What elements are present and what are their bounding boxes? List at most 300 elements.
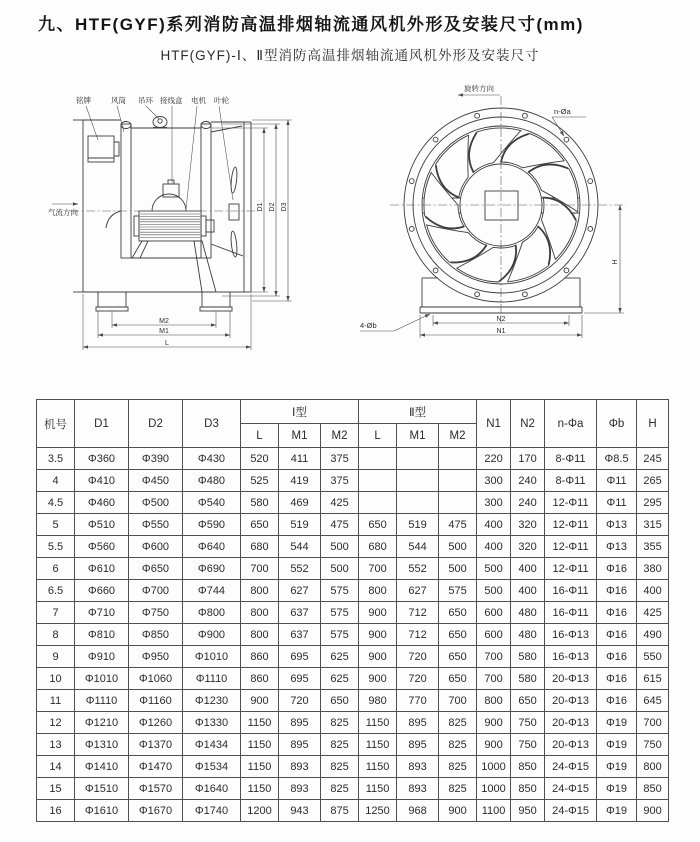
table-cell: 900	[359, 602, 397, 624]
table-row	[37, 492, 669, 514]
table-cell: 10	[37, 668, 75, 690]
table-cell: 700	[637, 712, 669, 734]
table-cell: Φ19	[597, 756, 637, 778]
table-cell: 800	[241, 602, 279, 624]
table-cell: 8-Φ11	[545, 448, 597, 470]
header-d1: D1	[75, 400, 129, 448]
mounting-feet	[96, 292, 232, 311]
table-cell: 6	[37, 558, 75, 580]
table-cell: 950	[511, 800, 545, 822]
table-cell: 895	[397, 734, 439, 756]
duct-label: 风筒	[111, 96, 126, 105]
table-cell	[397, 492, 439, 514]
table-cell: 20-Φ13	[545, 690, 597, 712]
table-cell: Φ390	[129, 448, 183, 470]
table-cell: 16	[37, 800, 75, 822]
table-row	[37, 800, 669, 822]
table-cell	[397, 448, 439, 470]
table-cell: 400	[511, 558, 545, 580]
table-cell: 20-Φ13	[545, 712, 597, 734]
nameplate-label: 铭牌	[76, 96, 91, 105]
table-cell	[359, 470, 397, 492]
table-cell: 700	[477, 668, 511, 690]
table-cell: 800	[359, 580, 397, 602]
header-type1-l: L	[241, 424, 279, 448]
table-cell: 12-Φ11	[545, 558, 597, 580]
table-cell: 893	[279, 778, 321, 800]
table-cell: 825	[321, 712, 359, 734]
base-holes-callout	[360, 314, 430, 331]
table-cell: 375	[321, 470, 359, 492]
table-cell: 700	[241, 558, 279, 580]
table-cell: Φ1110	[183, 668, 241, 690]
table-cell: 825	[439, 734, 477, 756]
table-cell: 637	[279, 624, 321, 646]
lifting-ring	[153, 117, 167, 128]
table-cell: 825	[321, 734, 359, 756]
table-cell: 475	[321, 514, 359, 536]
side-view-drawing	[26, 80, 361, 370]
table-cell: 6.5	[37, 580, 75, 602]
table-cell: Φ700	[129, 580, 183, 602]
table-cell: 16-Φ13	[545, 624, 597, 646]
table-cell: Φ16	[597, 580, 637, 602]
table-cell: 650	[241, 514, 279, 536]
table-cell: Φ16	[597, 558, 637, 580]
table-cell: 700	[359, 558, 397, 580]
table-cell: 1150	[359, 778, 397, 800]
table-cell: Φ850	[129, 624, 183, 646]
table-cell: 500	[321, 536, 359, 558]
airflow-direction	[48, 204, 78, 217]
table-cell: 825	[321, 778, 359, 800]
table-cell: 500	[477, 580, 511, 602]
table-cell: 295	[637, 492, 669, 514]
table-cell	[439, 470, 477, 492]
table-cell: 800	[241, 624, 279, 646]
table-cell: Φ19	[597, 778, 637, 800]
header-n1: N1	[477, 400, 511, 448]
header-type2-l: L	[359, 424, 397, 448]
table-cell: 16-Φ11	[545, 580, 597, 602]
table-cell: Φ560	[75, 536, 129, 558]
table-cell: 380	[637, 558, 669, 580]
header-d3: D3	[183, 400, 241, 448]
table-cell: 1150	[359, 734, 397, 756]
length-dimensions	[83, 294, 251, 350]
table-cell: 1150	[359, 712, 397, 734]
table-cell: Φ16	[597, 646, 637, 668]
table-cell: 400	[637, 580, 669, 602]
table-cell: 968	[397, 800, 439, 822]
table-cell: Φ810	[75, 624, 129, 646]
rotation-direction	[458, 83, 500, 95]
header-type1-m2: M2	[321, 424, 359, 448]
table-cell: Φ1330	[183, 712, 241, 734]
table-cell: 1150	[241, 712, 279, 734]
table-cell: 615	[637, 668, 669, 690]
table-row	[37, 514, 669, 536]
table-cell: Φ910	[75, 646, 129, 668]
table-cell: Φ550	[129, 514, 183, 536]
table-cell: 519	[279, 514, 321, 536]
table-cell: Φ19	[597, 712, 637, 734]
table-cell: 469	[279, 492, 321, 514]
rotation-label: 旋转方向	[464, 84, 494, 93]
table-cell: 240	[511, 470, 545, 492]
table-cell: Φ16	[597, 602, 637, 624]
table-cell: Φ1010	[183, 646, 241, 668]
table-cell: 525	[241, 470, 279, 492]
table-cell: Φ1230	[183, 690, 241, 712]
h-dim-label: H	[612, 259, 619, 265]
d1-dim-label: D1	[257, 202, 264, 212]
table-cell	[397, 470, 439, 492]
table-cell: Φ1434	[183, 734, 241, 756]
table-cell: 850	[637, 778, 669, 800]
table-cell: 575	[321, 624, 359, 646]
table-cell: 300	[477, 492, 511, 514]
table-cell: 12-Φ11	[545, 536, 597, 558]
table-cell: 245	[637, 448, 669, 470]
table-cell: 627	[397, 580, 439, 602]
diameter-dimensions	[212, 120, 292, 301]
table-cell: Φ510	[75, 514, 129, 536]
table-cell: Φ1370	[129, 734, 183, 756]
subtitle: HTF(GYF)-Ⅰ、Ⅱ型消防高温排烟轴流通风机外形及安装尺寸	[160, 48, 540, 63]
l-dim-label: L	[165, 340, 169, 347]
table-cell: 637	[279, 602, 321, 624]
table-cell: 1200	[241, 800, 279, 822]
table-cell: 627	[279, 580, 321, 602]
table-cell: 720	[397, 646, 439, 668]
table-cell: Φ1510	[75, 778, 129, 800]
table-cell	[439, 492, 477, 514]
table-cell: 550	[637, 646, 669, 668]
table-cell: 1000	[477, 778, 511, 800]
flange-holes-callout	[552, 107, 586, 136]
flange-holes-label: n-Øa	[554, 107, 571, 116]
nameplate	[88, 136, 119, 162]
motor-label: 电机	[191, 96, 206, 105]
table-cell: 860	[241, 668, 279, 690]
base-holes-label: 4-Øb	[360, 321, 377, 330]
table-cell: 680	[359, 536, 397, 558]
table-cell: Φ480	[183, 470, 241, 492]
header-type2-m1: M1	[397, 424, 439, 448]
table-cell: 400	[477, 514, 511, 536]
n2-dim-label: N2	[496, 316, 506, 323]
table-cell: 575	[321, 580, 359, 602]
table-cell	[359, 448, 397, 470]
table-cell: 4.5	[37, 492, 75, 514]
side-view-part-labels	[76, 95, 233, 209]
table-cell: Φ1610	[75, 800, 129, 822]
header-type2-m2: M2	[439, 424, 477, 448]
table-cell: 24-Φ15	[545, 756, 597, 778]
table-cell: 980	[359, 690, 397, 712]
table-cell: 552	[279, 558, 321, 580]
table-cell: 895	[397, 712, 439, 734]
table-cell: 8-Φ11	[545, 470, 597, 492]
table-cell: Φ590	[183, 514, 241, 536]
table-cell	[359, 492, 397, 514]
table-cell: 893	[397, 756, 439, 778]
table-row	[37, 690, 669, 712]
table-cell: 400	[511, 580, 545, 602]
table-cell: 850	[511, 756, 545, 778]
table-cell: 680	[241, 536, 279, 558]
table-cell: 419	[279, 470, 321, 492]
table-cell: Φ640	[183, 536, 241, 558]
table-cell: 1150	[359, 756, 397, 778]
table-cell: 7	[37, 602, 75, 624]
table-cell: Φ1570	[129, 778, 183, 800]
table-cell: 1150	[241, 756, 279, 778]
table-cell: 825	[439, 778, 477, 800]
table-cell: 850	[511, 778, 545, 800]
table-cell: 500	[439, 558, 477, 580]
table-cell: 650	[359, 514, 397, 536]
table-row	[37, 470, 669, 492]
table-cell: 480	[511, 602, 545, 624]
table-cell: Φ1410	[75, 756, 129, 778]
table-cell: 650	[511, 690, 545, 712]
table-cell: 14	[37, 756, 75, 778]
table-cell: 650	[321, 690, 359, 712]
table-cell: 3.5	[37, 448, 75, 470]
table-cell: 893	[397, 778, 439, 800]
table-row	[37, 734, 669, 756]
table-cell: 500	[439, 536, 477, 558]
table-row	[37, 756, 669, 778]
n1-dim-label: N1	[496, 328, 506, 335]
table-cell: 893	[279, 756, 321, 778]
table-cell: Φ950	[129, 646, 183, 668]
header-type1: Ⅰ型	[241, 400, 359, 424]
table-cell: 425	[321, 492, 359, 514]
header-n-phi-a: n-Φa	[545, 400, 597, 448]
dimensions-table	[36, 399, 669, 822]
table-cell: 16-Φ11	[545, 602, 597, 624]
table-cell: 800	[241, 580, 279, 602]
h-dimension	[584, 205, 624, 313]
table-cell: 825	[439, 712, 477, 734]
table-cell: Φ16	[597, 668, 637, 690]
table-cell: 900	[477, 734, 511, 756]
table-cell: 475	[439, 514, 477, 536]
table-body	[37, 448, 669, 822]
table-cell: Φ1670	[129, 800, 183, 822]
table-cell: Φ410	[75, 470, 129, 492]
table-cell: 750	[637, 734, 669, 756]
table-cell: 240	[511, 492, 545, 514]
table-cell: Φ11	[597, 492, 637, 514]
table-cell: 16-Φ13	[545, 646, 597, 668]
table-row	[37, 778, 669, 800]
page-title: 九、HTF(GYF)系列消防高温排烟轴流通风机外形及安装尺寸(mm)	[38, 15, 584, 34]
table-cell: 900	[477, 712, 511, 734]
table-cell: 12-Φ11	[545, 492, 597, 514]
table-cell: 20-Φ13	[545, 734, 597, 756]
table-cell: Φ750	[129, 602, 183, 624]
table-cell: 24-Φ15	[545, 778, 597, 800]
table-cell: 825	[321, 756, 359, 778]
table-cell: 15	[37, 778, 75, 800]
table-cell: 5.5	[37, 536, 75, 558]
table-cell: 645	[637, 690, 669, 712]
motor	[134, 211, 214, 241]
table-cell: 425	[637, 602, 669, 624]
table-cell: 700	[477, 646, 511, 668]
table-cell: 900	[439, 800, 477, 822]
table-cell: 650	[439, 668, 477, 690]
table-cell: Φ660	[75, 580, 129, 602]
table-cell: 895	[279, 734, 321, 756]
table-cell: Φ13	[597, 514, 637, 536]
table-cell: Φ1534	[183, 756, 241, 778]
table-cell: 650	[439, 624, 477, 646]
table-row	[37, 624, 669, 646]
table-row	[37, 558, 669, 580]
table-cell: 720	[279, 690, 321, 712]
table-cell: 1150	[241, 734, 279, 756]
table-cell: Φ1160	[129, 690, 183, 712]
table-cell: Φ1060	[129, 668, 183, 690]
table-cell: 575	[321, 602, 359, 624]
table-cell: Φ800	[183, 602, 241, 624]
table-cell: 1100	[477, 800, 511, 822]
header-d2: D2	[129, 400, 183, 448]
header-h: H	[637, 400, 669, 448]
table-cell: Φ540	[183, 492, 241, 514]
table-cell: 355	[637, 536, 669, 558]
table-cell: 895	[279, 712, 321, 734]
table-cell: 875	[321, 800, 359, 822]
table-row	[37, 646, 669, 668]
table-cell: Φ690	[183, 558, 241, 580]
table-cell: 500	[477, 558, 511, 580]
table-cell: Φ610	[75, 558, 129, 580]
table-row	[37, 668, 669, 690]
table-cell: 320	[511, 514, 545, 536]
table-cell: Φ16	[597, 624, 637, 646]
table-cell: Φ450	[129, 470, 183, 492]
table-cell: 625	[321, 646, 359, 668]
table-cell: Φ744	[183, 580, 241, 602]
table-row	[37, 712, 669, 734]
table-cell: Φ650	[129, 558, 183, 580]
table-cell: Φ360	[75, 448, 129, 470]
table-cell: 720	[397, 668, 439, 690]
table-cell: 411	[279, 448, 321, 470]
table-cell: 20-Φ13	[545, 668, 597, 690]
table-cell: 712	[397, 602, 439, 624]
junction-box-label: 接线盒	[160, 96, 183, 105]
table-cell: 480	[511, 624, 545, 646]
table-cell: 600	[477, 624, 511, 646]
table-cell: 552	[397, 558, 439, 580]
motor-supports	[132, 241, 216, 292]
d2-dim-label: D2	[269, 202, 276, 212]
table-cell: Φ1640	[183, 778, 241, 800]
table-cell: 1250	[359, 800, 397, 822]
table-cell: 580	[241, 492, 279, 514]
table-cell: 500	[321, 558, 359, 580]
table-cell: 800	[477, 690, 511, 712]
table-cell: 650	[439, 602, 477, 624]
table-cell: 8	[37, 624, 75, 646]
table-cell: 220	[477, 448, 511, 470]
table-cell: 695	[279, 668, 321, 690]
table-cell: 860	[241, 646, 279, 668]
m2-dim-label: M2	[159, 318, 169, 325]
table-cell: 400	[477, 536, 511, 558]
table-cell: 315	[637, 514, 669, 536]
table-cell: 712	[397, 624, 439, 646]
table-cell: 24-Φ15	[545, 800, 597, 822]
table-cell: Φ8.5	[597, 448, 637, 470]
table-cell: 600	[477, 602, 511, 624]
table-cell: Φ19	[597, 734, 637, 756]
table-cell: Φ1310	[75, 734, 129, 756]
table-cell: 625	[321, 668, 359, 690]
table-cell: 750	[511, 734, 545, 756]
table-cell: Φ1010	[75, 668, 129, 690]
table-cell: 900	[359, 646, 397, 668]
table-cell: 825	[439, 756, 477, 778]
table-cell	[439, 448, 477, 470]
table-cell: 4	[37, 470, 75, 492]
lifting-ring-label: 吊环	[138, 96, 153, 105]
table-cell: Φ1740	[183, 800, 241, 822]
table-row	[37, 448, 669, 470]
table-cell: 490	[637, 624, 669, 646]
table-cell: 320	[511, 536, 545, 558]
table-cell: Φ710	[75, 602, 129, 624]
table-cell: 12-Φ11	[545, 514, 597, 536]
table-cell: 900	[241, 690, 279, 712]
table-cell: 900	[359, 668, 397, 690]
table-cell: 900	[359, 624, 397, 646]
table-cell: 1150	[241, 778, 279, 800]
junction-box	[152, 180, 186, 211]
table-cell: Φ1470	[129, 756, 183, 778]
table-cell: 900	[637, 800, 669, 822]
m1-dim-label: M1	[159, 328, 169, 335]
table-cell: 170	[511, 448, 545, 470]
table-cell: Φ900	[183, 624, 241, 646]
table-cell: 12	[37, 712, 75, 734]
table-cell: Φ460	[75, 492, 129, 514]
d3-dim-label: D3	[281, 202, 288, 212]
n-dimensions	[420, 315, 582, 338]
table-cell: 11	[37, 690, 75, 712]
table-cell: 544	[279, 536, 321, 558]
table-cell: 695	[279, 646, 321, 668]
table-cell: Φ13	[597, 536, 637, 558]
table-cell: Φ500	[129, 492, 183, 514]
table-cell: 5	[37, 514, 75, 536]
table-row	[37, 536, 669, 558]
table-row	[37, 602, 669, 624]
table-cell: 650	[439, 646, 477, 668]
table-cell: 770	[397, 690, 439, 712]
table-row	[37, 580, 669, 602]
front-view-drawing	[358, 80, 698, 370]
table-cell: 265	[637, 470, 669, 492]
table-cell: 700	[439, 690, 477, 712]
